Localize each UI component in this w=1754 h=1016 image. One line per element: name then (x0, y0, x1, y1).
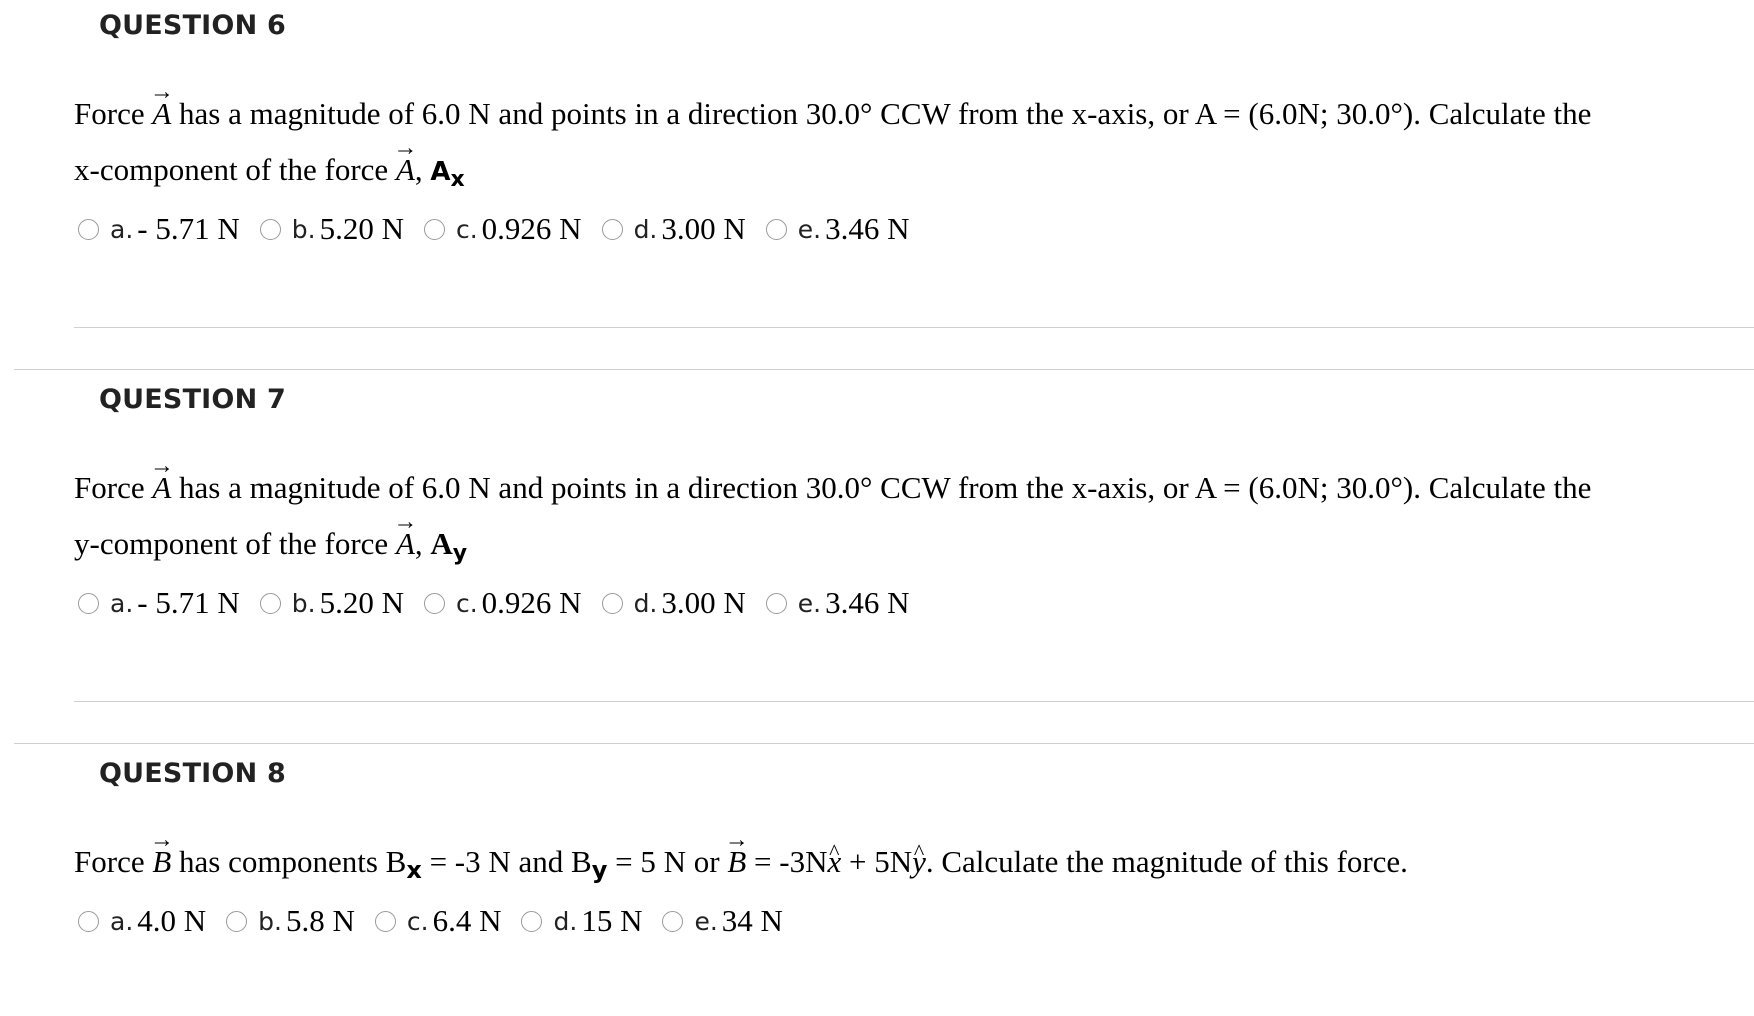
vector-symbol: → A (396, 524, 415, 564)
question-title: QUESTION 7 (99, 384, 286, 415)
option-e[interactable] (766, 211, 910, 247)
radio-button[interactable] (766, 593, 787, 614)
option-letter: c. (455, 214, 478, 244)
symbol: A (430, 526, 453, 561)
section-divider (14, 743, 1754, 744)
vector-symbol: → A (396, 150, 415, 190)
option-b[interactable] (260, 211, 404, 247)
option-value: 6.4 N (432, 903, 502, 938)
option-letter: d. (553, 906, 578, 936)
option-letter: e. (694, 906, 718, 936)
question-text-line-1 (74, 94, 1591, 134)
question-text-line-2 (74, 150, 465, 200)
option-d[interactable] (521, 903, 642, 939)
option-letter: e. (797, 588, 822, 618)
section-divider (14, 369, 1754, 370)
text: has components B (171, 844, 407, 879)
radio-button[interactable] (424, 219, 445, 240)
option-value: 3.00 N (661, 211, 746, 246)
option-c[interactable] (375, 903, 502, 939)
radio-button[interactable] (602, 593, 623, 614)
option-value: - 5.71 N (137, 585, 240, 620)
option-value: 5.8 N (286, 903, 355, 938)
option-value: 3.46 N (825, 585, 910, 620)
text: . Calculate the magnitude of this force. (925, 844, 1408, 879)
radio-button[interactable] (260, 219, 281, 240)
option-letter: a. (110, 906, 134, 936)
vector-symbol: → A (152, 468, 171, 508)
text: , (414, 152, 431, 187)
subscript: x (450, 167, 465, 192)
answer-options (78, 211, 930, 247)
radio-button[interactable] (662, 911, 683, 932)
question-title: QUESTION 8 (99, 758, 286, 789)
option-letter: b. (258, 906, 282, 936)
option-a[interactable] (78, 211, 240, 247)
option-value: 4.0 N (137, 903, 207, 938)
divider (74, 701, 1754, 702)
text: = -3 N and B (421, 844, 592, 879)
vector-symbol: → B (727, 842, 746, 882)
option-e[interactable] (766, 585, 910, 621)
subscript: y (452, 541, 468, 566)
component-symbol (430, 526, 468, 566)
option-value: 3.00 N (661, 585, 746, 620)
subscript-text: y (591, 856, 608, 884)
option-d[interactable] (602, 585, 746, 621)
divider (74, 327, 1754, 328)
radio-button[interactable] (521, 911, 542, 932)
option-letter: c. (406, 906, 429, 936)
option-letter: d. (633, 588, 658, 618)
text: has a magnitude of 6.0 N and points in a direction 30.0° CCW from the x-axis, or A = (6.0N; 30.0°). Calculate the (171, 96, 1592, 131)
radio-button[interactable] (602, 219, 623, 240)
text: Force (74, 470, 153, 505)
vector-symbol: → B (152, 842, 171, 882)
component-symbol (430, 157, 465, 192)
option-value: 3.46 N (825, 211, 910, 246)
text: , (414, 526, 431, 561)
answer-options (78, 903, 803, 939)
option-value: 5.20 N (319, 211, 404, 246)
question-text-line-1 (74, 842, 1408, 890)
option-a[interactable] (78, 585, 240, 621)
radio-button[interactable] (424, 593, 445, 614)
option-value: 0.926 N (481, 585, 582, 620)
question-text-line-1 (74, 468, 1591, 508)
text: = -3N (746, 844, 828, 879)
option-a[interactable] (78, 903, 206, 939)
subscript-text: x (406, 856, 422, 884)
option-d[interactable] (602, 211, 746, 247)
option-value: 34 N (721, 903, 783, 938)
subscript (406, 856, 421, 884)
answer-options (78, 585, 930, 621)
option-b[interactable] (226, 903, 355, 939)
radio-button[interactable] (260, 593, 281, 614)
text: + 5N (841, 844, 913, 879)
option-e[interactable] (662, 903, 782, 939)
option-value: 0.926 N (481, 211, 582, 246)
radio-button[interactable] (78, 219, 99, 240)
text: Force (74, 844, 153, 879)
option-letter: b. (291, 214, 316, 244)
radio-button[interactable] (78, 593, 99, 614)
unit-vector-x: ^ x (827, 842, 841, 882)
text: x-component of the force (74, 152, 396, 187)
option-letter: a. (110, 214, 134, 244)
vector-symbol: → A (152, 94, 171, 134)
symbol: A (430, 157, 451, 187)
option-c[interactable] (424, 211, 582, 247)
radio-button[interactable] (766, 219, 787, 240)
unit-vector-y: ^ y (912, 842, 926, 882)
option-value: 15 N (581, 903, 643, 938)
option-letter: b. (291, 588, 316, 618)
option-letter: e. (797, 214, 822, 244)
text: has a magnitude of 6.0 N and points in a direction 30.0° CCW from the x-axis, or A = (6.0N; 30.0°). Calculate the (171, 470, 1592, 505)
radio-button[interactable] (375, 911, 396, 932)
option-letter: d. (633, 214, 658, 244)
text: y-component of the force (74, 526, 396, 561)
option-letter: c. (455, 588, 478, 618)
question-text-line-2 (74, 524, 467, 574)
radio-button[interactable] (226, 911, 247, 932)
option-b[interactable] (260, 585, 404, 621)
text: = 5 N or (607, 844, 728, 879)
option-value: 5.20 N (319, 585, 404, 620)
subscript (592, 856, 608, 884)
option-c[interactable] (424, 585, 582, 621)
question-title: QUESTION 6 (99, 10, 286, 41)
option-value: - 5.71 N (137, 211, 240, 246)
radio-button[interactable] (78, 911, 99, 932)
text: Force (74, 96, 153, 131)
option-letter: a. (110, 588, 134, 618)
